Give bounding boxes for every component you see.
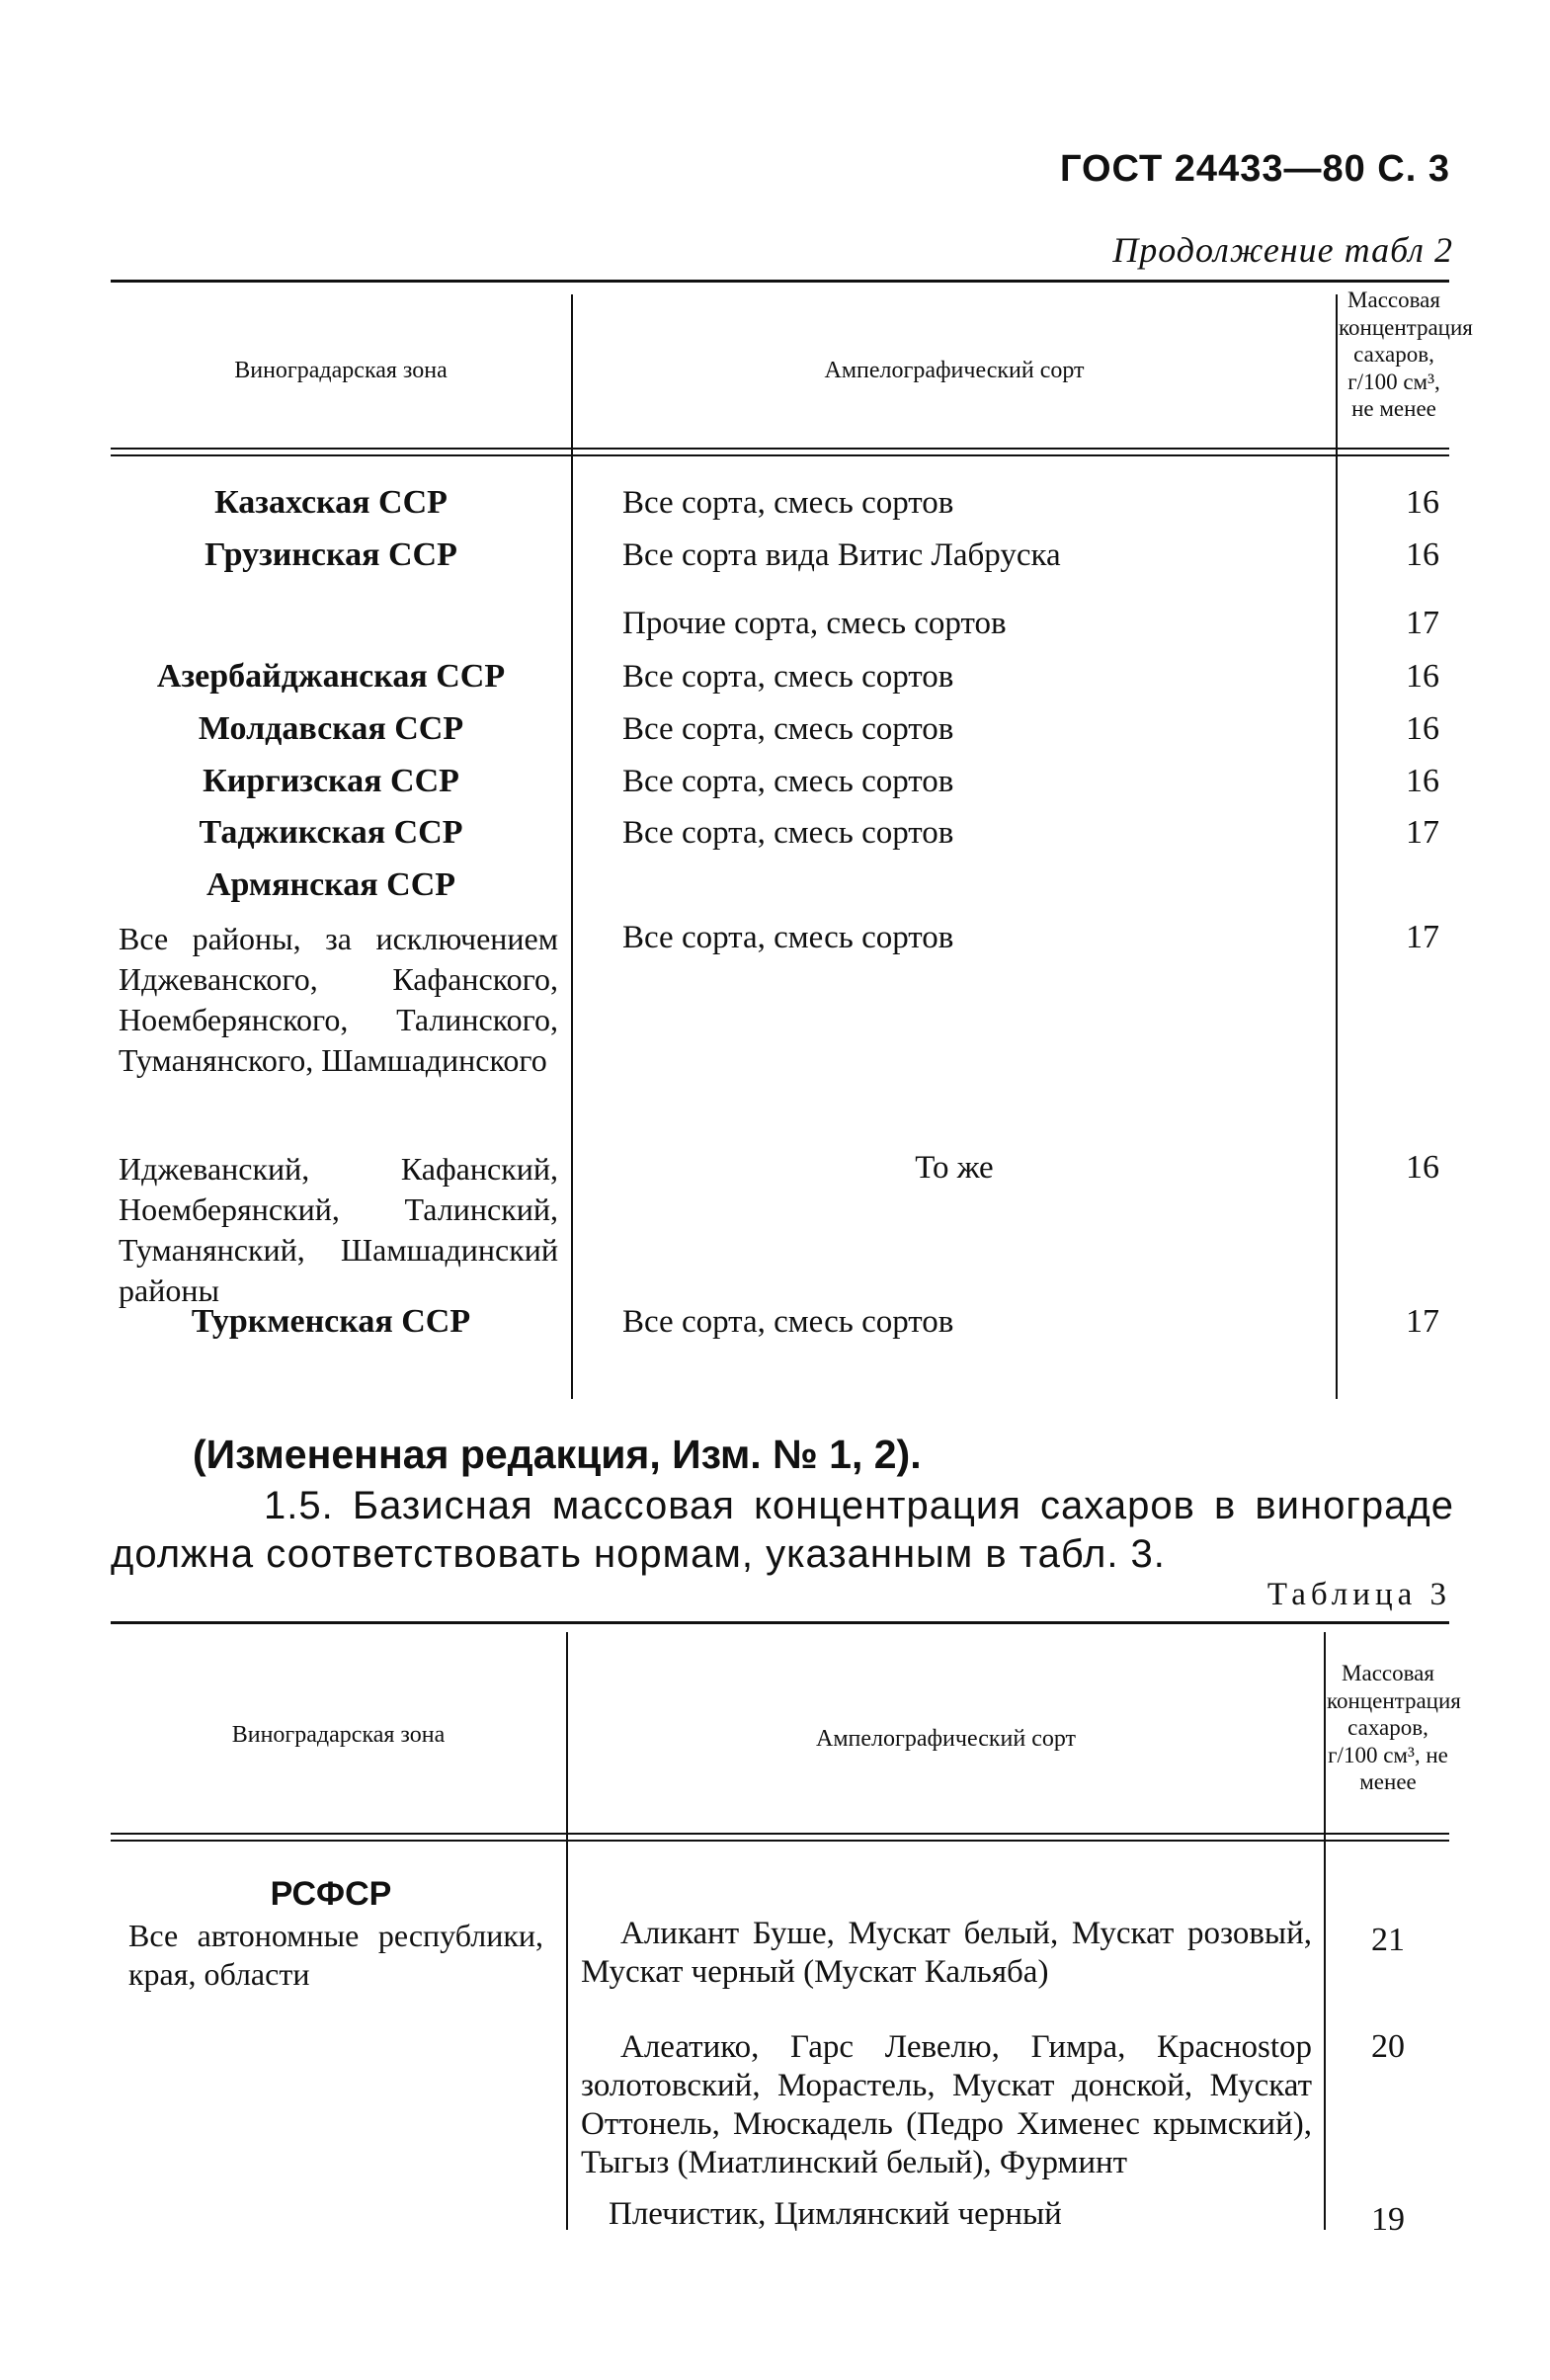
table2-row-value: 16 bbox=[1406, 658, 1439, 695]
table2-row-zone: Таджикская ССР bbox=[199, 814, 463, 851]
table3-region: РСФСР bbox=[270, 1875, 392, 1913]
table2-row-variety: Все сорта, смесь сортов bbox=[622, 711, 954, 747]
table3-top-rule bbox=[111, 1621, 1449, 1624]
table3-row-variety: Аликант Буше, Мускат белый, Мускат розовый, Мускат черный (Мускат Кальяба) bbox=[581, 1916, 1312, 1990]
table3-col-divider-2 bbox=[1324, 1632, 1326, 2230]
table2-header-rule-2 bbox=[111, 454, 1449, 456]
table2-top-rule bbox=[111, 280, 1449, 283]
table-continuation-caption: Продолжение табл 2 bbox=[1112, 230, 1453, 270]
table3-row-value: 21 bbox=[1371, 1922, 1405, 1958]
amendment-note: (Измененная редакция, Изм. № 1, 2). bbox=[193, 1432, 922, 1477]
table3-caption: Таблица 3 bbox=[1266, 1577, 1451, 1612]
table2-row-value: 16 bbox=[1406, 710, 1439, 747]
table2-row-value: 17 bbox=[1406, 605, 1439, 641]
table2-sugar-header: Массовая концентрация сахаров, г/100 см³, не менее bbox=[1339, 287, 1473, 422]
table2-row-value: 16 bbox=[1406, 484, 1439, 521]
table3-zone: Все автономные республики, края, области bbox=[128, 1918, 543, 1992]
table2-row-zone: Туркменская ССР bbox=[191, 1303, 471, 1340]
table2-row-variety: Все сорта, смесь сортов bbox=[622, 485, 954, 521]
table2-row-variety: Прочие сорта, смесь сортов bbox=[622, 606, 1007, 641]
table2-row-value: 16 bbox=[1406, 763, 1439, 799]
table2-col-divider-1 bbox=[571, 294, 573, 1399]
table3-variety-header: Ампелографический сорт bbox=[815, 1726, 1077, 1752]
document-id: ГОСТ 24433—80 С. 3 bbox=[1059, 148, 1450, 190]
table2-row-zone: Азербайджанская ССР bbox=[156, 658, 506, 695]
table2-zone-header: Виноградарская зона bbox=[234, 358, 448, 383]
table3-header-rule bbox=[111, 1833, 1449, 1835]
table3-row-variety: Алеатико, Гарс Левелю, Гимра, Краснostop золотовский, Морастель, Мускат донской, Мускат Оттонель, Мюскадель (Педро Хименес крымский), Тыгыз (Миатлинский белый), Фурминт bbox=[581, 2029, 1312, 2180]
table2-row-value: 16 bbox=[1406, 536, 1439, 573]
table3-header-rule-2 bbox=[111, 1840, 1449, 1842]
table2-row-value: 17 bbox=[1406, 814, 1439, 851]
table2-row-zone: Молдавская ССР bbox=[198, 710, 464, 747]
table2-row-variety: Все сорта вида Витис Лабруска bbox=[622, 537, 1061, 573]
table3-row-value: 20 bbox=[1371, 2028, 1405, 2065]
table2-row-variety: Все сорта, смесь сортов bbox=[622, 1304, 954, 1340]
table2-row-zone: Киргизская ССР bbox=[203, 763, 459, 799]
table3-row-variety: Плечистик, Цимлянский черный bbox=[609, 2196, 1062, 2232]
table3-zone-header: Виноградарская зона bbox=[231, 1722, 446, 1748]
clause-1-5: 1.5. Базисная массовая концентрация сахаров в винограде должна соответствовать нормам, указанным в табл. 3. bbox=[111, 1484, 1454, 1576]
table2-variety-header: Ампелографический сорт bbox=[824, 358, 1085, 383]
table2-row-zone: Казахская ССР bbox=[214, 484, 448, 521]
table2-row-variety: Все сорта, смесь сортов bbox=[622, 659, 954, 695]
table2-row-variety: Все сорта, смесь сортов bbox=[622, 815, 954, 851]
table2-row-zone-multiline: Все районы, за исключением Иджеванского, Кафанского, Ноемберянского, Талинского, Туманянского, Шамшадинского bbox=[119, 921, 558, 1078]
table2-row-zone: Грузинская ССР bbox=[204, 536, 457, 573]
table2-header-rule bbox=[111, 448, 1449, 450]
table2-row-variety: Все сорта, смесь сортов bbox=[622, 920, 954, 955]
table2-row-zone: Армянская ССР bbox=[205, 866, 456, 903]
table2-row-value: 17 bbox=[1406, 919, 1439, 955]
table2-row-zone-multiline: Иджеванский, Кафанский, Ноемберянский, Талинский, Туманянский, Шамшадинский районы bbox=[119, 1151, 558, 1308]
table2-row-value: 16 bbox=[1406, 1149, 1439, 1186]
table3-row-value: 19 bbox=[1371, 2201, 1405, 2238]
table2-row-variety: Все сорта, смесь сортов bbox=[622, 764, 954, 799]
table2-row-variety: То же bbox=[915, 1150, 994, 1186]
table3-col-divider-1 bbox=[566, 1632, 568, 2230]
table2-row-value: 17 bbox=[1406, 1303, 1439, 1340]
table3-sugar-header: Массовая концентрация сахаров, г/100 см³, не менее bbox=[1327, 1661, 1461, 1795]
